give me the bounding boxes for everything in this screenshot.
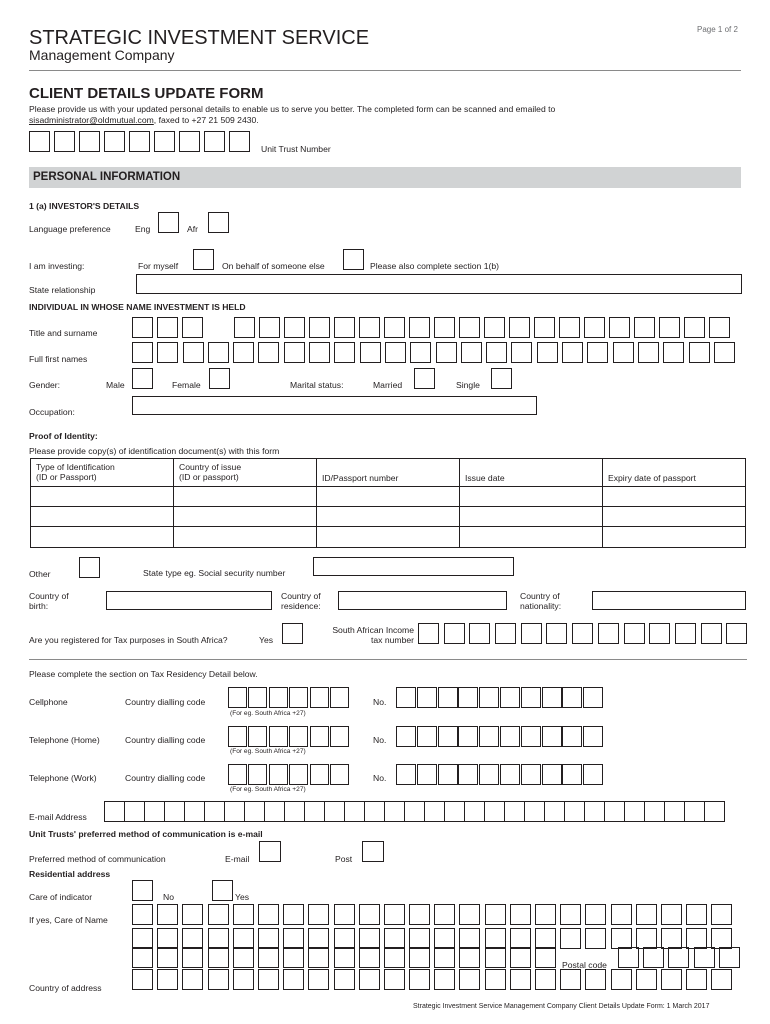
col-issue-header: Issue date	[465, 473, 505, 483]
identity-table-col-line	[173, 458, 174, 548]
post-option-label: Post	[335, 854, 353, 864]
header-divider	[29, 70, 741, 71]
intro-text: Please provide us with your updated personal details to enable us to serve you better. The completed form can be scanned and emailed to	[29, 104, 556, 114]
cellphone-dialling-label: Country dialling code	[125, 697, 206, 707]
col-id-header: ID/Passport number	[322, 473, 399, 483]
telephone-work-label: Telephone (Work)	[29, 773, 97, 783]
unit-trust-number-boxes[interactable]	[29, 131, 250, 152]
married-label: Married	[373, 380, 403, 390]
care-of-no-checkbox[interactable]	[132, 880, 153, 901]
home-dialling-example: (For eg. South Africa +27)	[230, 748, 306, 755]
female-label: Female	[172, 380, 201, 390]
email-address-label: E-mail Address	[29, 812, 87, 822]
tax-question: Are you registered for Tax purposes in South Africa?	[29, 635, 228, 645]
email-address-boxes[interactable]	[104, 801, 725, 822]
address-line-boxes[interactable]	[132, 947, 556, 968]
care-of-yes-checkbox[interactable]	[212, 880, 233, 901]
care-of-no-label: No	[163, 892, 174, 902]
care-of-name-boxes[interactable]	[132, 904, 732, 925]
home-number-boxes[interactable]	[396, 726, 603, 747]
identity-table-row-line	[30, 526, 746, 527]
work-dialling-boxes[interactable]	[228, 764, 349, 785]
col-country-header: Country of issue (ID or passport)	[179, 462, 242, 482]
care-of-name-label: If yes, Care of Name	[29, 915, 108, 925]
other-label: Other	[29, 569, 51, 579]
tax-residency-note: Please complete the section on Tax Residency Detail below.	[29, 669, 258, 679]
full-first-names-label: Full first names	[29, 354, 88, 364]
title-surname-label: Title and surname	[29, 328, 98, 338]
first-names-boxes[interactable]	[132, 342, 735, 363]
telephone-home-label: Telephone (Home)	[29, 735, 100, 745]
proof-of-identity-heading: Proof of Identity:	[29, 431, 98, 441]
identity-table-row-line	[30, 486, 746, 487]
investing-label: I am investing:	[29, 261, 85, 271]
email-link[interactable]: sisadministrator@oldmutual.com	[29, 115, 154, 125]
identity-table-row-line	[30, 506, 746, 507]
home-dialling-boxes[interactable]	[228, 726, 349, 747]
occupation-label: Occupation:	[29, 407, 75, 417]
identity-table-col-line	[602, 458, 603, 548]
female-checkbox[interactable]	[209, 368, 230, 389]
postal-code-label: Postal code	[562, 960, 607, 970]
marital-status-label: Marital status:	[290, 380, 344, 390]
country-of-residence-field[interactable]	[338, 591, 507, 610]
married-checkbox[interactable]	[414, 368, 435, 389]
home-dialling-label: Country dialling code	[125, 735, 206, 745]
tax-yes-checkbox[interactable]	[282, 623, 303, 644]
company-subtitle: Management Company	[29, 47, 175, 63]
country-of-nationality-label: Country of nationality:	[520, 591, 562, 611]
work-number-boxes[interactable]	[396, 764, 603, 785]
identity-table-col-line	[459, 458, 460, 548]
country-of-birth-label: Country of birth:	[29, 591, 69, 611]
country-of-address-label: Country of address	[29, 983, 102, 993]
for-myself-checkbox[interactable]	[193, 249, 214, 270]
single-checkbox[interactable]	[491, 368, 512, 389]
cellphone-label: Cellphone	[29, 697, 68, 707]
language-label: Language preference	[29, 224, 111, 234]
country-of-nationality-field[interactable]	[592, 591, 746, 610]
state-type-label: State type eg. Social security number	[143, 568, 286, 578]
lang-afr-checkbox[interactable]	[208, 212, 229, 233]
work-dialling-label: Country dialling code	[125, 773, 206, 783]
identity-table-col-line	[316, 458, 317, 548]
intro-line2: sisadministrator@oldmutual.com, faxed to +27 21 509 2430.	[29, 115, 259, 125]
proof-instruction: Please provide copy(s) of identification document(s) with this form	[29, 446, 280, 456]
cellphone-dialling-example: (For eg. South Africa +27)	[230, 710, 306, 717]
individual-heading: INDIVIDUAL IN WHOSE NAME INVESTMENT IS HELD	[29, 302, 246, 312]
cellphone-dialling-boxes[interactable]	[228, 687, 349, 708]
country-of-birth-field[interactable]	[106, 591, 272, 610]
preferred-method-heading: Unit Trusts' preferred method of communication is e-mail	[29, 829, 263, 839]
care-of-yes-label: Yes	[235, 892, 250, 902]
occupation-field[interactable]	[132, 396, 537, 415]
form-title: CLIENT DETAILS UPDATE FORM	[29, 85, 264, 102]
state-relationship-label: State relationship	[29, 285, 96, 295]
on-behalf-checkbox[interactable]	[343, 249, 364, 270]
gender-label: Gender:	[29, 380, 61, 390]
tax-divider	[29, 659, 747, 660]
on-behalf-label: On behalf of someone else	[222, 261, 325, 271]
country-of-address-boxes[interactable]	[132, 969, 732, 990]
footer-text: Strategic Investment Service Management Company Client Details Update Form: 1 March 2017	[413, 1003, 710, 1010]
country-of-residence-label: Country of residence:	[281, 591, 321, 611]
state-type-field[interactable]	[313, 557, 514, 576]
home-no-label: No.	[373, 735, 387, 745]
single-label: Single	[456, 380, 480, 390]
postal-code-boxes[interactable]	[618, 947, 740, 968]
address-line-boxes[interactable]	[132, 928, 732, 949]
male-label: Male	[106, 380, 125, 390]
state-relationship-field[interactable]	[136, 274, 742, 294]
company-title: STRATEGIC INVESTMENT SERVICE	[29, 27, 370, 49]
cellphone-no-label: No.	[373, 697, 387, 707]
residential-address-heading: Residential address	[29, 869, 111, 879]
other-checkbox[interactable]	[79, 557, 100, 578]
sa-income-tax-label: South African Income tax number	[332, 625, 414, 645]
work-no-label: No.	[373, 773, 387, 783]
preferred-method-label: Preferred method of communication	[29, 854, 166, 864]
work-dialling-example: (For eg. South Africa +27)	[230, 786, 306, 793]
tax-yes-label: Yes	[259, 635, 274, 645]
investors-details-heading: 1 (a) INVESTOR'S DETAILS	[29, 201, 140, 211]
lang-eng-checkbox[interactable]	[158, 212, 179, 233]
title-boxes[interactable]	[132, 317, 203, 338]
section-header-personal: PERSONAL INFORMATION	[29, 167, 741, 188]
lang-eng-label: Eng	[135, 224, 151, 234]
tax-number-boxes[interactable]	[418, 623, 747, 644]
col-expiry-header: Expiry date of passport	[608, 473, 696, 483]
lang-afr-label: Afr	[187, 224, 198, 234]
unit-trust-number-label: Unit Trust Number	[261, 144, 331, 154]
identity-table	[30, 458, 746, 548]
care-of-indicator-label: Care of indicator	[29, 892, 93, 902]
surname-boxes[interactable]	[234, 317, 730, 338]
email-option-label: E-mail	[225, 854, 250, 864]
complete-1b-note: Please also complete section 1(b)	[370, 261, 499, 271]
email-option-checkbox[interactable]	[259, 841, 281, 862]
post-option-checkbox[interactable]	[362, 841, 384, 862]
male-checkbox[interactable]	[132, 368, 153, 389]
page-number: Page 1 of 2	[697, 25, 738, 34]
for-myself-label: For myself	[138, 261, 179, 271]
col-type-header: Type of Identification (ID or Passport)	[36, 462, 115, 482]
cellphone-number-boxes[interactable]	[396, 687, 603, 708]
